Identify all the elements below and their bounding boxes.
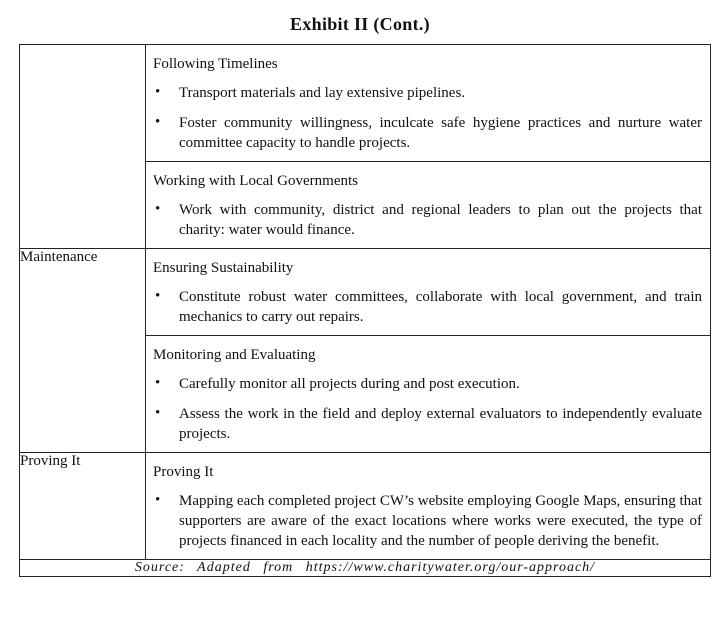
section-cell xyxy=(146,162,711,249)
section-cell xyxy=(146,336,711,453)
list-item xyxy=(153,374,702,394)
section-cell xyxy=(146,249,711,336)
bullet-text: Work with community, district and regional leaders to plan out the projects that charity: water would finance. xyxy=(179,202,702,238)
bullet-text: Assess the work in the field and deploy external evaluators to independently evaluate projects. xyxy=(179,406,702,442)
stage-cell-proving-it: Proving It xyxy=(20,453,146,560)
exhibit-title: Exhibit II (Cont.) xyxy=(290,14,430,34)
list-item xyxy=(153,491,702,551)
section-cell xyxy=(146,45,711,162)
list-item xyxy=(153,287,702,327)
section-heading: Proving It xyxy=(153,464,214,480)
section-heading: Monitoring and Evaluating xyxy=(153,347,316,363)
bullet-text: Transport materials and lay extensive pipelines. xyxy=(179,85,466,101)
stage-cell xyxy=(20,45,146,249)
bullet-icon: • xyxy=(155,288,161,304)
bullet-icon: • xyxy=(155,375,161,391)
bullet-text: Mapping each completed project CW’s website employing Google Maps, ensuring that supporters are aware of the exact locations where works were executed, the type of projects financed in each locality and the number of people deriving the benefit. xyxy=(179,493,702,549)
bullet-icon: • xyxy=(155,405,161,421)
table-row xyxy=(20,249,711,336)
exhibit-table xyxy=(19,44,711,577)
bullet-text: Constitute robust water committees, collaborate with local government, and train mechanics to carry out repairs. xyxy=(179,289,702,325)
section-cell xyxy=(146,453,711,560)
bullet-text: Foster community willingness, inculcate safe hygiene practices and nurture water committee capacity to handle projects. xyxy=(179,115,702,151)
section-heading: Ensuring Sustainability xyxy=(153,260,294,276)
list-item xyxy=(153,83,702,103)
list-item xyxy=(153,113,702,153)
bullet-text: Carefully monitor all projects during and post execution. xyxy=(179,376,520,392)
section-heading: Working with Local Governments xyxy=(153,173,358,189)
section-heading: Following Timelines xyxy=(153,56,278,72)
bullet-icon: • xyxy=(155,201,161,217)
table-row xyxy=(20,45,711,162)
table-row xyxy=(20,453,711,560)
bullet-icon: • xyxy=(155,84,161,100)
table-row xyxy=(20,560,711,577)
source-note: Source: Adapted from https://www.charitywater.org/our-approach/ xyxy=(20,560,711,577)
list-item xyxy=(153,404,702,444)
list-item xyxy=(153,200,702,240)
bullet-icon: • xyxy=(155,114,161,130)
bullet-icon: • xyxy=(155,492,161,508)
stage-cell-maintenance: Maintenance xyxy=(20,249,146,453)
